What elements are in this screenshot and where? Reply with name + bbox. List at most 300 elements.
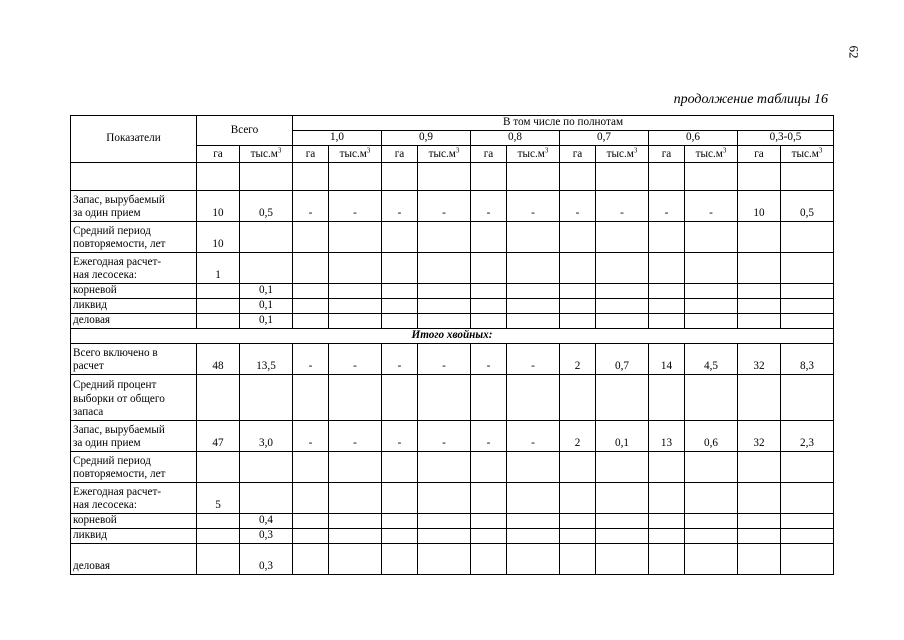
row-label-line: расчет <box>73 360 104 372</box>
table-cell: - <box>293 420 329 451</box>
table-cell: 47 <box>197 420 240 451</box>
table-cell <box>738 221 781 252</box>
table-cell <box>738 283 781 298</box>
table-cell <box>293 451 329 482</box>
row-label-line: Запас, вырубаемый <box>73 193 165 206</box>
unit-volume-exponent: 3 <box>818 146 823 155</box>
data-table <box>70 115 834 575</box>
table-cell <box>382 162 418 190</box>
table-cell <box>197 513 240 528</box>
table-cell: - <box>471 190 507 221</box>
table-cell <box>560 374 596 420</box>
table-cell <box>596 528 649 543</box>
table-cell <box>596 221 649 252</box>
table-cell <box>293 162 329 190</box>
unit-ha-header: га <box>738 145 781 162</box>
table-cell <box>560 221 596 252</box>
table-cell <box>329 528 382 543</box>
table-cell <box>197 298 240 313</box>
table-cell <box>471 221 507 252</box>
unit-volume-exponent: 3 <box>277 146 282 155</box>
table-cell <box>738 528 781 543</box>
table-cell: - <box>471 420 507 451</box>
table-row <box>71 252 834 283</box>
table-cell <box>471 162 507 190</box>
table-cell: - <box>418 420 471 451</box>
table-cell <box>507 221 560 252</box>
table-cell <box>738 252 781 283</box>
table-cell <box>418 298 471 313</box>
row-label-line: Ежегодная расчет- <box>73 255 162 268</box>
table-cell <box>560 313 596 328</box>
table-cell: 2,3 <box>781 420 834 451</box>
table-cell <box>738 482 781 513</box>
table-cell <box>507 451 560 482</box>
table-cell <box>649 252 685 283</box>
row-label-line: ликвид <box>73 529 107 541</box>
row-label-line: Средний процент <box>73 379 157 391</box>
table-cell <box>781 374 834 420</box>
table-cell: 10 <box>197 221 240 252</box>
unit-volume-header <box>240 145 293 162</box>
unit-volume-label: тыс.м <box>606 148 634 160</box>
table-cell: 0,3 <box>240 543 293 574</box>
unit-volume-exponent: 3 <box>455 146 460 155</box>
row-label <box>71 162 197 190</box>
row-label-line <box>73 176 194 190</box>
table-cell <box>418 221 471 252</box>
table-cell <box>781 482 834 513</box>
table-cell: 0,1 <box>240 283 293 298</box>
table-cell <box>781 162 834 190</box>
table-cell <box>649 482 685 513</box>
table-cell <box>240 162 293 190</box>
density-header: 0,8 <box>471 130 560 145</box>
table-cell <box>685 252 738 283</box>
table-cell: - <box>471 343 507 374</box>
unit-volume-label: тыс.м <box>517 148 545 160</box>
table-cell <box>240 451 293 482</box>
unit-ha-header: га <box>293 145 329 162</box>
unit-volume-label: тыс.м <box>339 148 367 160</box>
table-cell: 14 <box>649 343 685 374</box>
table-cell <box>649 221 685 252</box>
row-label-line: запаса <box>73 406 104 418</box>
density-header: 0,3-0,5 <box>738 130 834 145</box>
table-row <box>71 313 834 328</box>
table-cell <box>649 451 685 482</box>
table-cell <box>293 482 329 513</box>
row-label-line: Ежегодная расчет- <box>73 485 162 498</box>
table-cell: - <box>329 343 382 374</box>
table-cell <box>596 252 649 283</box>
table-row <box>71 482 834 513</box>
table-cell: - <box>382 343 418 374</box>
table-cell <box>329 374 382 420</box>
table-cell <box>685 162 738 190</box>
table-cell: - <box>507 190 560 221</box>
table-cell <box>781 283 834 298</box>
table-cell <box>738 513 781 528</box>
table-cell <box>560 451 596 482</box>
table-cell <box>738 298 781 313</box>
table-cell <box>596 482 649 513</box>
table-cell <box>382 283 418 298</box>
row-label-line <box>73 163 194 177</box>
table-cell <box>560 162 596 190</box>
table-cell <box>649 513 685 528</box>
table-cell <box>418 451 471 482</box>
table-cell <box>329 298 382 313</box>
table-cell <box>685 543 738 574</box>
table-cell <box>781 221 834 252</box>
table-row <box>71 451 834 482</box>
table-cell <box>293 543 329 574</box>
table-cell <box>329 221 382 252</box>
table-cell <box>685 528 738 543</box>
table-cell: 32 <box>738 343 781 374</box>
row-label-line: за один прием <box>73 207 141 219</box>
table-cell: 0,5 <box>240 190 293 221</box>
row-label-line: за один прием <box>73 437 141 449</box>
table-cell: 0,7 <box>596 343 649 374</box>
density-header: 0,9 <box>382 130 471 145</box>
table-cell <box>507 528 560 543</box>
table-cell <box>293 283 329 298</box>
table-cell <box>197 528 240 543</box>
table-cell: 2 <box>560 343 596 374</box>
row-label-line: деловая <box>73 560 111 572</box>
table-row <box>71 343 834 374</box>
row-label-line: ная лесосека: <box>73 499 137 511</box>
row-label-line: ная лесосека: <box>73 269 137 281</box>
table-cell <box>738 543 781 574</box>
table-cell <box>596 374 649 420</box>
row-label <box>71 482 197 513</box>
table-cell <box>382 513 418 528</box>
table-cell <box>738 162 781 190</box>
table-cell <box>507 162 560 190</box>
table-cell: - <box>329 420 382 451</box>
table-cell <box>596 298 649 313</box>
table-cell <box>382 221 418 252</box>
table-cell <box>685 374 738 420</box>
density-header: 0,6 <box>649 130 738 145</box>
unit-volume-header <box>329 145 382 162</box>
unit-ha-header: га <box>382 145 418 162</box>
unit-volume-exponent: 3 <box>544 146 549 155</box>
table-cell: 0,4 <box>240 513 293 528</box>
table-cell <box>649 283 685 298</box>
row-label <box>71 420 197 451</box>
table-cell: 8,3 <box>781 343 834 374</box>
table-cell <box>649 543 685 574</box>
row-label-line: Средний период <box>73 454 151 467</box>
table-cell <box>738 374 781 420</box>
row-label <box>71 283 197 298</box>
row-label <box>71 528 197 543</box>
table-cell <box>507 313 560 328</box>
row-label <box>71 451 197 482</box>
table-cell: - <box>382 190 418 221</box>
table-cell <box>329 451 382 482</box>
table-cell <box>507 298 560 313</box>
row-label-line: Всего включено в <box>73 346 158 359</box>
table-cell <box>507 482 560 513</box>
page-number: 62 <box>846 45 862 59</box>
row-label-line: повторяемости, лет <box>73 468 166 480</box>
table-cell <box>781 528 834 543</box>
row-label <box>71 313 197 328</box>
density-header: 1,0 <box>293 130 382 145</box>
table-cell <box>596 313 649 328</box>
table-cell <box>329 252 382 283</box>
table-cell <box>382 298 418 313</box>
unit-volume-header <box>596 145 649 162</box>
row-label <box>71 543 197 574</box>
table-cell: 0,1 <box>596 420 649 451</box>
row-label-line: Запас, вырубаемый <box>73 423 165 436</box>
row-label <box>71 190 197 221</box>
row-label <box>71 343 197 374</box>
table-cell <box>329 482 382 513</box>
table-row <box>71 190 834 221</box>
section-title: Итого хвойных: <box>71 328 834 343</box>
unit-volume-label: тыс.м <box>428 148 456 160</box>
table-cell <box>382 252 418 283</box>
table-cell <box>560 543 596 574</box>
table-cell <box>685 482 738 513</box>
table-cell <box>560 252 596 283</box>
row-label-line: повторяемости, лет <box>73 238 166 250</box>
row-label-line: корневой <box>73 284 117 296</box>
table-cell <box>507 252 560 283</box>
table-cell: - <box>382 420 418 451</box>
total-header: Всего <box>197 116 293 146</box>
table-cell: - <box>293 190 329 221</box>
table-row <box>71 162 834 190</box>
table-cell <box>596 451 649 482</box>
table-cell <box>560 482 596 513</box>
table-cell <box>293 513 329 528</box>
table-cell <box>738 451 781 482</box>
table-cell <box>596 543 649 574</box>
table-cell <box>781 313 834 328</box>
table-cell <box>418 513 471 528</box>
table-cell <box>197 313 240 328</box>
table-cell <box>197 451 240 482</box>
table-cell <box>382 451 418 482</box>
table-cell: 0,6 <box>685 420 738 451</box>
table-cell: 4,5 <box>685 343 738 374</box>
table-row <box>71 374 834 420</box>
table-cell <box>240 252 293 283</box>
row-label-line: корневой <box>73 514 117 526</box>
table-cell <box>560 513 596 528</box>
table-cell <box>685 313 738 328</box>
table-cell <box>240 482 293 513</box>
unit-ha-header: га <box>560 145 596 162</box>
table-cell <box>197 162 240 190</box>
table-row <box>71 420 834 451</box>
table-cell: - <box>507 343 560 374</box>
unit-volume-label: тыс.м <box>695 148 723 160</box>
table-cell <box>471 543 507 574</box>
table-cell <box>329 513 382 528</box>
table-cell: 10 <box>738 190 781 221</box>
row-label <box>71 221 197 252</box>
table-cell: 0,5 <box>781 190 834 221</box>
unit-volume-header <box>685 145 738 162</box>
table-cell <box>781 298 834 313</box>
table-cell <box>507 543 560 574</box>
table-cell: - <box>649 190 685 221</box>
table-cell <box>649 313 685 328</box>
row-label <box>71 374 197 420</box>
table-cell <box>596 162 649 190</box>
table-cell <box>471 528 507 543</box>
table-cell: 2 <box>560 420 596 451</box>
table-cell <box>293 298 329 313</box>
table-cell <box>418 374 471 420</box>
row-label <box>71 252 197 283</box>
table-cell <box>685 513 738 528</box>
table-cell <box>382 543 418 574</box>
table-cell <box>382 482 418 513</box>
row-label <box>71 513 197 528</box>
table-cell: - <box>418 190 471 221</box>
table-cell: 1 <box>197 252 240 283</box>
table-cell <box>649 162 685 190</box>
table-cell <box>293 374 329 420</box>
table-cell <box>418 543 471 574</box>
table-cell: - <box>293 343 329 374</box>
table-cell <box>685 283 738 298</box>
table-cell <box>471 283 507 298</box>
table-cell <box>471 513 507 528</box>
table-cell <box>649 528 685 543</box>
table-cell: 32 <box>738 420 781 451</box>
table-cell <box>507 283 560 298</box>
section-row <box>71 328 834 343</box>
table-cell <box>329 162 382 190</box>
table-cell <box>418 162 471 190</box>
table-cell <box>197 543 240 574</box>
table-cell: - <box>685 190 738 221</box>
table-cell <box>471 374 507 420</box>
table-cell <box>293 221 329 252</box>
table-cell <box>293 313 329 328</box>
indicators-header: Показатели <box>71 116 197 163</box>
unit-ha-header: га <box>471 145 507 162</box>
table-cell: 0,1 <box>240 313 293 328</box>
table-cell <box>197 374 240 420</box>
table-cell: 10 <box>197 190 240 221</box>
table-cell <box>418 252 471 283</box>
table-cell <box>781 513 834 528</box>
table-cell <box>418 482 471 513</box>
table-row <box>71 528 834 543</box>
table-cell: - <box>507 420 560 451</box>
table-cell: 13,5 <box>240 343 293 374</box>
table-cell <box>781 451 834 482</box>
table-cell <box>781 543 834 574</box>
table-cell <box>329 313 382 328</box>
table-cell <box>329 543 382 574</box>
table-cell: 13 <box>649 420 685 451</box>
table-cell <box>240 221 293 252</box>
table-cell <box>240 374 293 420</box>
unit-volume-header <box>781 145 834 162</box>
table-cell <box>197 283 240 298</box>
table-cell <box>418 528 471 543</box>
table-cell <box>471 313 507 328</box>
table-cell <box>649 374 685 420</box>
table-cell: - <box>560 190 596 221</box>
unit-volume-exponent: 3 <box>633 146 638 155</box>
unit-volume-exponent: 3 <box>722 146 727 155</box>
table-cell <box>471 298 507 313</box>
table-cell <box>293 528 329 543</box>
unit-volume-label: тыс.м <box>250 148 278 160</box>
table-row <box>71 543 834 574</box>
table-cell <box>685 451 738 482</box>
row-label-line: деловая <box>73 314 111 326</box>
table-cell: 5 <box>197 482 240 513</box>
table-cell: - <box>596 190 649 221</box>
table-cell: 48 <box>197 343 240 374</box>
table-cell: 0,3 <box>240 528 293 543</box>
unit-volume-exponent: 3 <box>366 146 371 155</box>
table-cell <box>418 313 471 328</box>
table-cell <box>382 313 418 328</box>
row-label-line: ликвид <box>73 299 107 311</box>
table-cell <box>685 221 738 252</box>
table-cell <box>382 374 418 420</box>
unit-volume-header <box>418 145 471 162</box>
table-cell <box>471 252 507 283</box>
table-cell <box>781 252 834 283</box>
table-cell <box>507 513 560 528</box>
table-cell <box>738 313 781 328</box>
table-cell <box>293 252 329 283</box>
unit-ha-header: га <box>649 145 685 162</box>
table-cell: - <box>329 190 382 221</box>
table-cell <box>507 374 560 420</box>
table-row <box>71 221 834 252</box>
table-cell <box>418 283 471 298</box>
row-label <box>71 298 197 313</box>
table-cell <box>382 528 418 543</box>
table-cell: 0,1 <box>240 298 293 313</box>
table-cell <box>560 528 596 543</box>
table-row <box>71 513 834 528</box>
table-cell <box>560 298 596 313</box>
table-cell <box>329 283 382 298</box>
table-cell <box>560 283 596 298</box>
row-label-line: Средний период <box>73 224 151 237</box>
table-cell <box>596 283 649 298</box>
density-header: 0,7 <box>560 130 649 145</box>
row-label-line: выборки от общего <box>73 392 165 405</box>
table-row <box>71 283 834 298</box>
unit-ha-header: га <box>197 145 240 162</box>
table-caption: продолжение таблицы 16 <box>673 92 828 107</box>
table-cell <box>649 298 685 313</box>
unit-volume-label: тыс.м <box>791 148 819 160</box>
unit-volume-header <box>507 145 560 162</box>
table-row <box>71 298 834 313</box>
